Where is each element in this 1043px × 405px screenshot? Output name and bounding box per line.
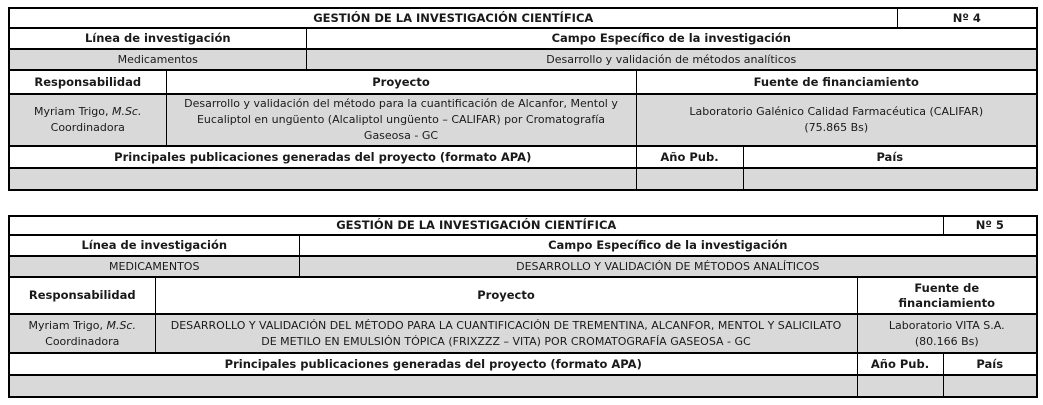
table-title: GESTIÓN DE LA INVESTIGACIÓN CIENTÍFICA	[9, 216, 943, 235]
fuente-value-line2: (80.166 Bs)	[914, 334, 979, 348]
responsable-role: Coordinadora	[50, 121, 125, 134]
table-title: GESTIÓN DE LA INVESTIGACIÓN CIENTÍFICA	[9, 8, 897, 28]
linea-label: Línea de investigación	[9, 235, 299, 256]
responsable-degree: M.Sc.	[106, 318, 136, 332]
responsabilidad-label: Responsabilidad	[9, 70, 166, 94]
responsable-name: Myriam Trigo,	[34, 105, 109, 118]
pais-empty-cell	[743, 168, 1037, 190]
publicaciones-empty-cell	[9, 375, 857, 397]
fuente-label: Fuente de financiamiento	[857, 277, 1037, 314]
fuente-value	[636, 94, 1037, 146]
responsable-value	[9, 94, 166, 146]
publicaciones-label: Principales publicaciones generadas del proyecto (formato APA)	[9, 353, 857, 375]
proyecto-value: Desarrollo y validación del método para la cuantificación de Alcanfor, Mentol y Eucaliptol en ungüento (Alcaliptol ungüento – CALIFAR) por Cromatografía Gaseosa - GC	[166, 94, 636, 146]
linea-label: Línea de investigación	[9, 28, 306, 49]
table-number: Nº 4	[897, 8, 1037, 28]
table-number: Nº 5	[943, 216, 1037, 235]
fuente-label: Fuente de financiamiento	[636, 70, 1037, 94]
campo-value: DESARROLLO Y VALIDACIÓN DE MÉTODOS ANALÍTICOS	[299, 256, 1037, 277]
research-table-4	[8, 7, 1038, 191]
campo-value: Desarrollo y validación de métodos analíticos	[306, 49, 1037, 70]
linea-value: MEDICAMENTOS	[9, 256, 299, 277]
pais-label: País	[743, 146, 1037, 168]
anio-label: Año Pub.	[636, 146, 743, 168]
pais-label: País	[943, 353, 1037, 375]
fuente-value-line1: Laboratorio VITA S.A.	[888, 318, 1005, 332]
linea-value: Medicamentos	[9, 49, 306, 70]
fuente-value	[857, 314, 1037, 353]
responsable-role: Coordinadora	[45, 334, 120, 348]
pais-empty-cell	[943, 375, 1037, 397]
responsable-degree: M.Sc.	[111, 105, 142, 118]
proyecto-value: DESARROLLO Y VALIDACIÓN DEL MÉTODO PARA LA CUANTIFICACIÓN DE TREMENTINA, ALCANFOR, MENTOL Y SALICILATO DE METILO EN EMULSIÓN TÓPICA (FRIXZZZ – VITA) POR CROMATOGRAFÍA GASEOSA - GC	[155, 314, 857, 353]
publicaciones-empty-cell	[9, 168, 636, 190]
research-table-5	[8, 215, 1038, 398]
anio-label: Año Pub.	[857, 353, 943, 375]
fuente-value-line1: Laboratorio Galénico Calidad Farmacéutica (CALIFAR)	[689, 105, 984, 118]
fuente-value-line2: (75.865 Bs)	[804, 121, 869, 134]
publicaciones-label: Principales publicaciones generadas del proyecto (formato APA)	[9, 146, 636, 168]
proyecto-label: Proyecto	[166, 70, 636, 94]
campo-label: Campo Específico de la investigación	[299, 235, 1037, 256]
campo-label: Campo Específico de la investigación	[306, 28, 1037, 49]
responsabilidad-label: Responsabilidad	[9, 277, 155, 314]
anio-empty-cell	[857, 375, 943, 397]
responsable-name: Myriam Trigo,	[28, 318, 103, 332]
responsable-value	[9, 314, 155, 353]
proyecto-label: Proyecto	[155, 277, 857, 314]
anio-empty-cell	[636, 168, 743, 190]
